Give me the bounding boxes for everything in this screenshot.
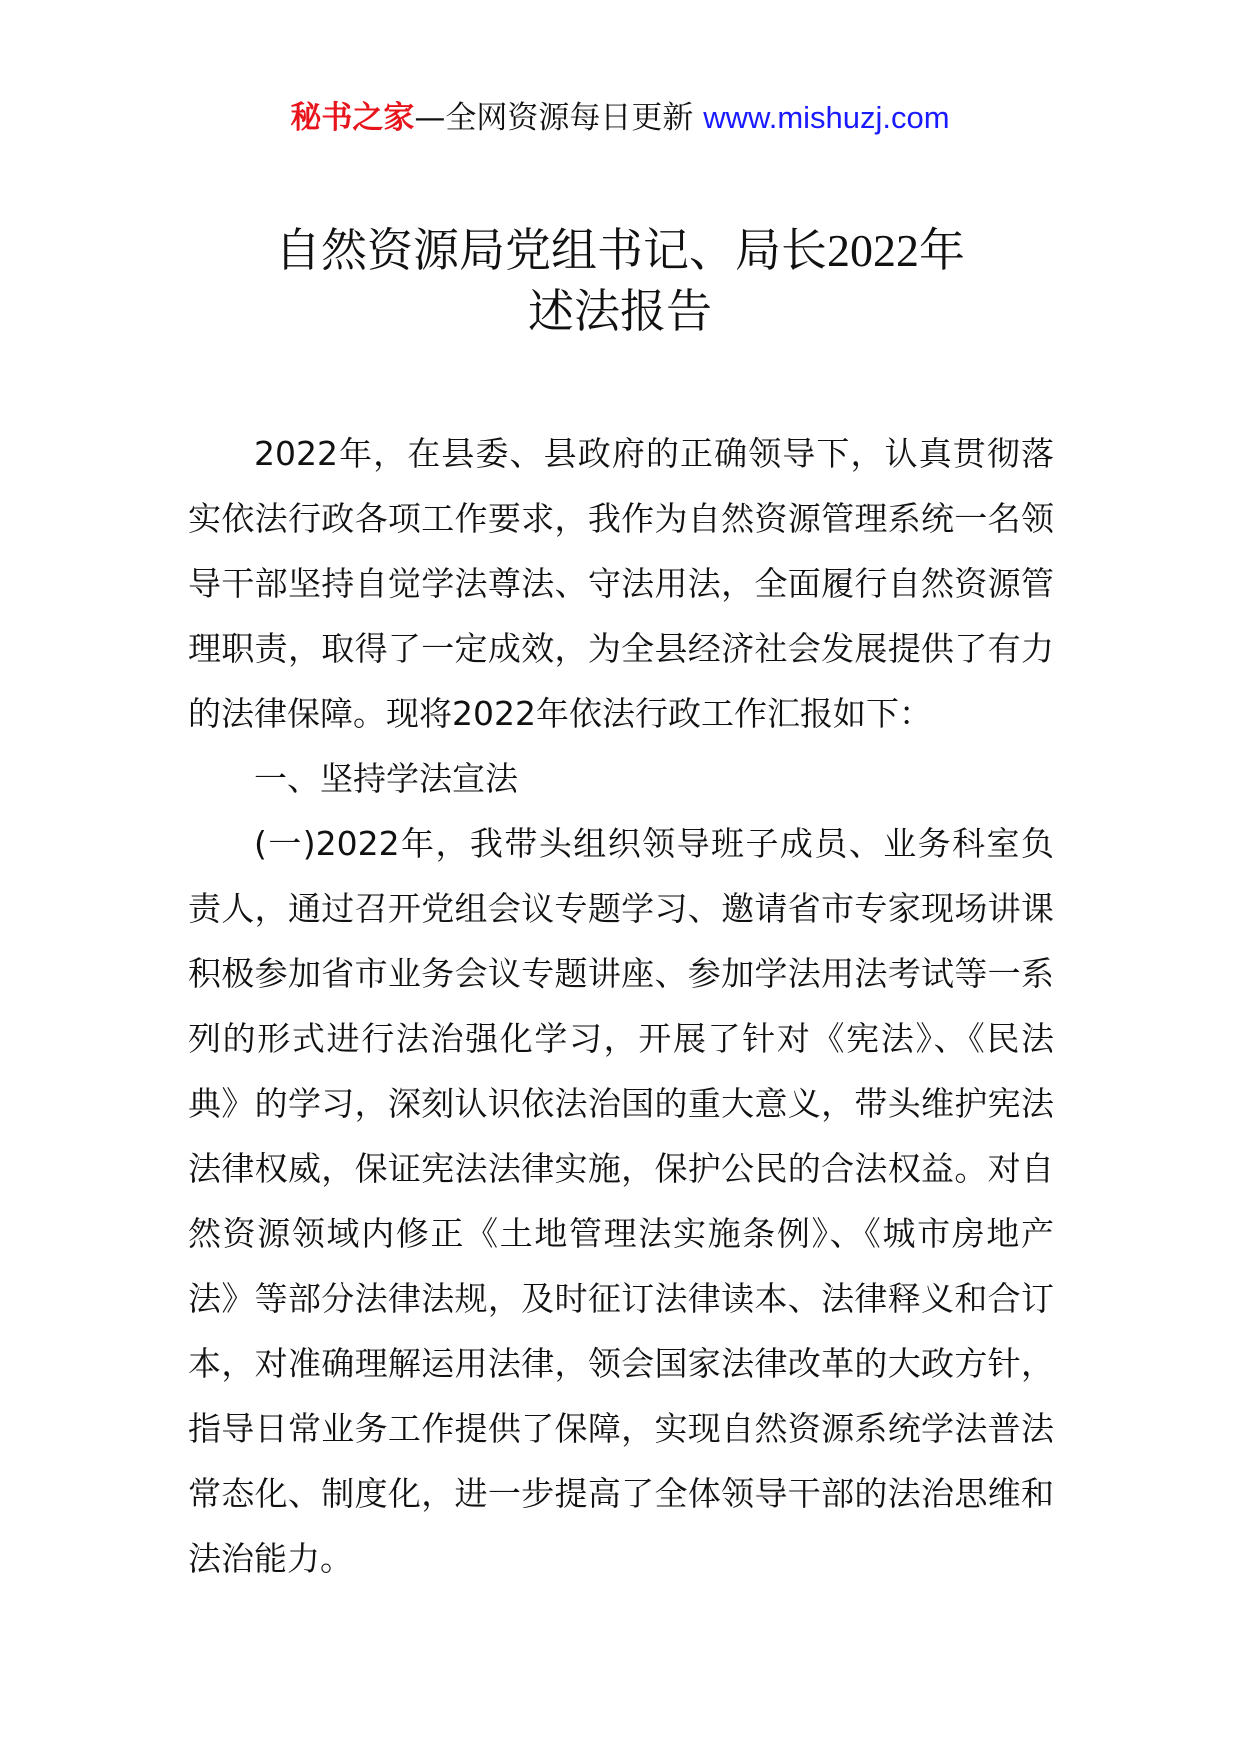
brand-name: 秘书之家 <box>290 100 415 136</box>
title-line-2: 述法报告 <box>528 284 712 338</box>
document-body <box>188 421 1054 1591</box>
title-line-1 <box>0 220 1240 281</box>
title-year: 2022 <box>827 225 919 276</box>
document-title <box>0 220 1240 341</box>
body-paragraph: (一)2022年，我带头组织领导班子成员、业务科室负责人，通过召开党组会议专题学习、邀请省市专家现场讲课积极参加省市业务会议专题讲座、参加学法用法考试等一系列的形式进行法治强化学习，开展了针对《宪法》、《民法典》的学习，深刻认识依法治国的重大意义，带头维护宪法法律权威，保证宪法法律实施，保护公民的合法权益。对自然资源领域内修正《土地管理法实施条例》、《城市房地产法》等部分法律法规，及时征订法律读本、法律释义和合订本，对准确理解运用法律，领会国家法律改革的大政方针，指导日常业务工作提供了保障，实现自然资源系统学法普法常态化、制度化，进一步提高了全体领导干部的法治思维和法治能力。 <box>188 824 1054 1578</box>
header-tagline: —全网资源每日更新 <box>414 100 694 136</box>
title-suffix: 年 <box>919 223 965 277</box>
site-header <box>0 98 1240 138</box>
site-url-link[interactable]: www.mishuzj.com <box>703 100 950 135</box>
section-heading: 一、坚持学法宣法 <box>254 759 518 798</box>
intro-paragraph: 2022年，在县委、县政府的正确领导下，认真贯彻落实依法行政各项工作要求，我作为自然资源管理系统一名领导干部坚持自觉学法尊法、守法用法，全面履行自然资源管理职责，取得了一定成效，为全县经济社会发展提供了有力的法律保障。现将2022年依法行政工作汇报如下： <box>188 434 1054 733</box>
title-prefix: 自然资源局党组书记、局长 <box>275 223 827 277</box>
